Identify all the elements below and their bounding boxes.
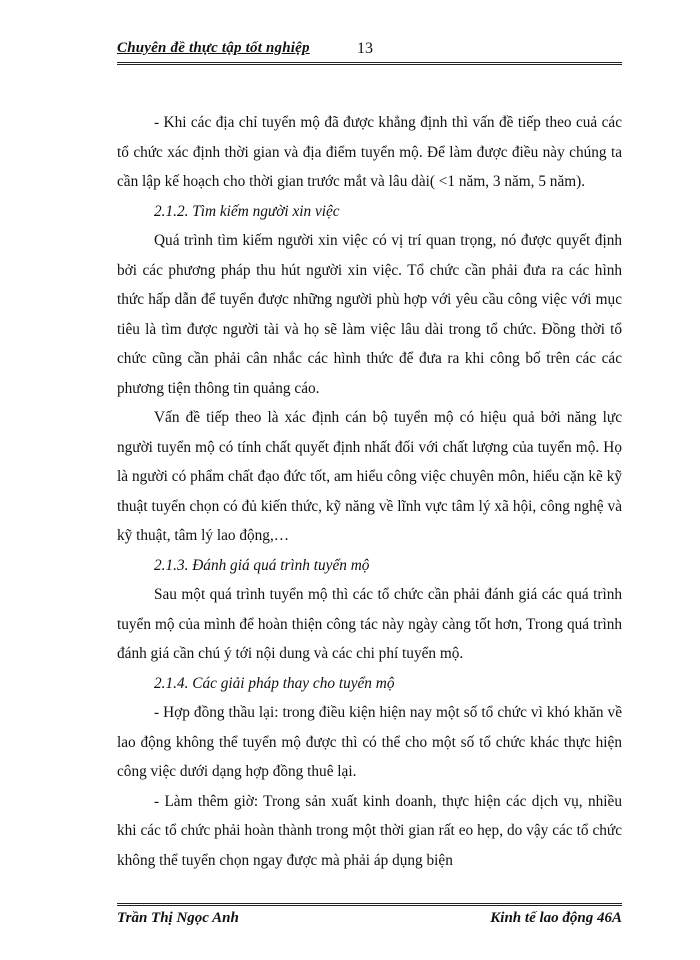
paragraph: Vấn đề tiếp theo là xác định cán bộ tuyển mộ có hiệu quả bởi năng lực người tuyển mộ có tính chất quyết định nhất đối với chất lượng của tuyển mộ. Họ là người có phẩm chất đạo đức tốt, am hiểu công việc chuyên môn, hiểu cặn kẽ kỹ thuật tuyển chọn có đủ kiến thức, kỹ năng về lĩnh vực tâm lý xã hội, công nghệ và kỹ thuật, tâm lý lao động,… xyxy=(117,409,622,544)
section-heading: 2.1.4. Các giải pháp thay cho tuyển mộ xyxy=(154,674,395,692)
footer-rule xyxy=(117,903,622,904)
section-heading: 2.1.3. Đánh giá quá trình tuyển mộ xyxy=(154,556,370,574)
section-heading: 2.1.2. Tìm kiếm người xin việc xyxy=(154,202,340,220)
paragraph: - Khi các địa chỉ tuyển mộ đã được khẳng định thì vấn đề tiếp theo cuả các tổ chức xác định thời gian và địa điểm tuyển mộ. Để làm được điều này chúng ta cần lập kế hoạch cho thời gian trước mắt và lâu dài( <1 năm, 3 năm, 5 năm). xyxy=(117,114,622,190)
page-number: 13 xyxy=(357,40,373,57)
paragraph: - Làm thêm giờ: Trong sản xuất kinh doanh, thực hiện các dịch vụ, nhiều khi các tổ chức phải hoàn thành trong một thời gian rất eo hẹp, do vậy các tổ chức không thể tuyển chọn ngay được mà phải áp dụng biện xyxy=(117,792,622,869)
header-rule xyxy=(117,62,622,63)
footer-class: Kinh tế lao động 46A xyxy=(490,910,622,926)
document-body xyxy=(117,108,622,875)
paragraph: Quá trình tìm kiếm người xin việc có vị trí quan trọng, nó được quyết định bởi các phương pháp thu hút người xin việc. Tổ chức cần phải đưa ra các hình thức hấp dẫn để tuyển được những người phù hợp với yêu cầu công việc với mục tiêu là tìm được người tài và họ sẽ làm việc lâu dài trong tổ chức. Đồng thời tổ chức cũng cần phải cân nhắc các hình thức để đưa ra khi công bố trên các các phương tiện thông tin quảng cáo. xyxy=(117,232,622,397)
header-title: Chuyên đề thực tập tốt nghiệp xyxy=(117,40,310,56)
page-header xyxy=(117,40,622,62)
paragraph: Sau một quá trình tuyển mộ thì các tổ chức cần phải đánh giá các quá trình tuyển mộ của mình để hoàn thiện công tác này ngày càng tốt hơn, Trong quá trình đánh giá cần chú ý tới nội dung và các chi phí tuyển mộ. xyxy=(117,586,622,662)
header-rule-thin xyxy=(117,64,622,65)
paragraph: - Hợp đồng thầu lại: trong điều kiện hiện nay một số tổ chức vì khó khăn về lao động không thể tuyển mộ được thì có thể cho một số tổ chức khác thực hiện công việc dưới dạng hợp đồng thuê lại. xyxy=(117,704,622,780)
footer-rule-thin xyxy=(117,905,622,906)
footer-author: Trần Thị Ngọc Anh xyxy=(117,910,239,926)
